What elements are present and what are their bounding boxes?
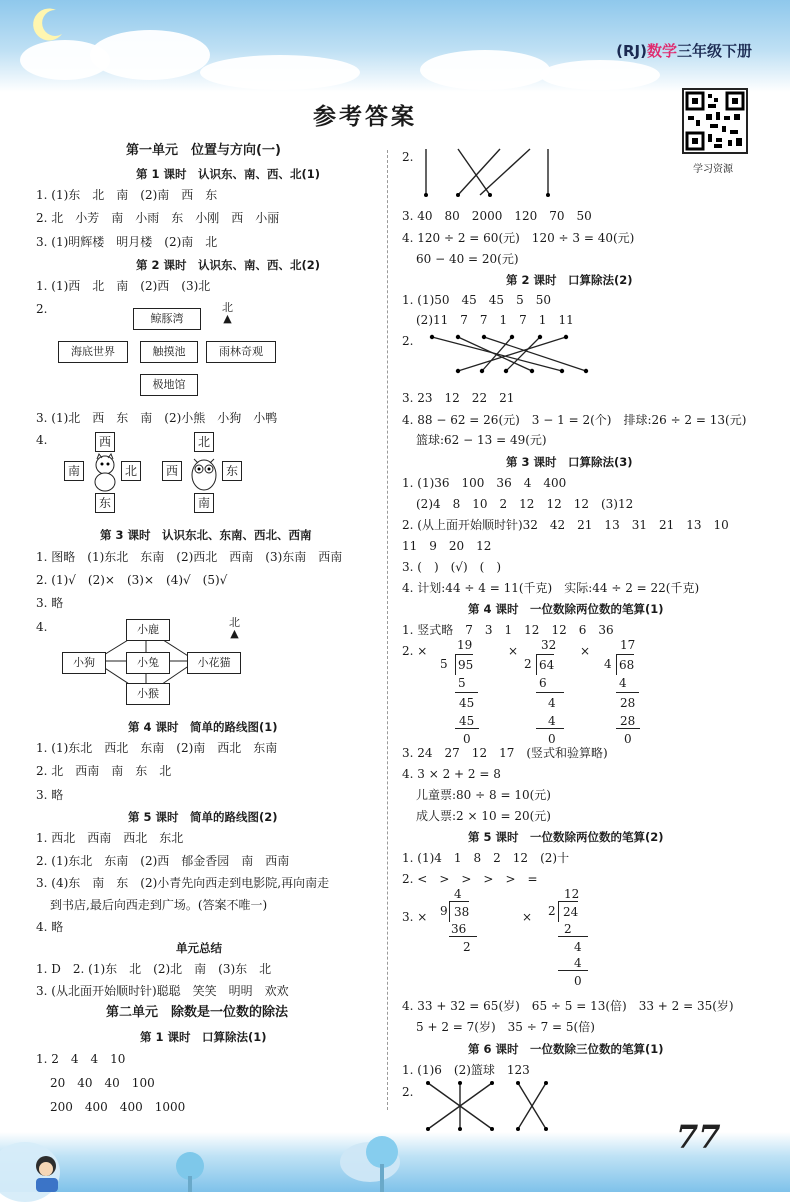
answer-line: 2. xyxy=(402,150,414,164)
answer-line: 到书店,最后向西走到广场。(答案不唯一) xyxy=(50,898,268,912)
north-arrow xyxy=(222,302,233,324)
tree-icon xyxy=(360,1134,404,1192)
answer-line: 1. (1)36 100 36 4 400 xyxy=(402,476,567,490)
map-place-box: 小狗 xyxy=(62,652,106,674)
section-heading: 单元总结 xyxy=(176,941,222,955)
north-label: 北 xyxy=(229,616,240,629)
page-number: 77 xyxy=(676,1118,721,1156)
direction-box: 南 xyxy=(194,493,214,513)
lesson-heading: 第 4 课时 一位数除两位数的笔算(1) xyxy=(468,602,664,616)
quotient: 19 xyxy=(457,638,473,652)
division-remainder: 0 xyxy=(536,728,564,749)
answer-line: 2. (1)√ (2)× (3)× (4)√ (5)√ xyxy=(36,573,228,587)
quotient: 4 xyxy=(454,887,462,901)
answer-line: 1. 竖式略 7 3 1 12 12 6 36 xyxy=(402,623,614,637)
answer-line: 4. 略 xyxy=(36,920,64,934)
map-place-box: 鲸豚湾 xyxy=(133,308,201,330)
map-place-box: 小兔 xyxy=(126,652,170,674)
answer-line: 1. D 2. (1)东 北 (2)北 南 (3)东 北 xyxy=(36,962,272,976)
division-step: 4 xyxy=(574,956,582,970)
answer-line: 儿童票:80 ÷ 8 = 10(元) xyxy=(416,788,551,802)
answer-line: 4. xyxy=(36,620,48,634)
answer-line: 4. 33 + 32 = 65(岁) 65 ÷ 5 = 13(倍) 33 + 2 = 35(岁) xyxy=(402,999,734,1013)
answer-line: 3. (4)东 南 东 (2)小青先向西走到电影院,再向南走 xyxy=(36,876,330,890)
wrong-mark: × xyxy=(508,644,519,658)
north-arrow xyxy=(229,617,240,639)
answer-line: 3. 略 xyxy=(36,596,64,610)
lesson-heading: 第 5 课时 简单的路线图(2) xyxy=(128,810,278,824)
division-step: 45 xyxy=(459,714,475,728)
matching-lines-diagram xyxy=(422,329,602,381)
answer-line: 3. (1)北 西 东 南 (2)小熊 小狗 小鸭 xyxy=(36,411,278,425)
lesson-heading: 第 4 课时 简单的路线图(1) xyxy=(128,720,278,734)
answer-line: 2. 北 西南 南 东 北 xyxy=(36,764,172,778)
division-remainder: 2 xyxy=(449,936,477,957)
answer-line: 2. xyxy=(402,334,414,348)
answer-line: 1. (1)6 (2)篮球 123 xyxy=(402,1063,530,1077)
answer-line: 4. 88 − 62 = 26(元) 3 − 1 = 2(个) 排球:26 ÷ 2 = 13(元) xyxy=(402,413,747,427)
dividend: 68 xyxy=(616,654,634,675)
division-step: 6 xyxy=(539,676,547,690)
subject-label: 数学 xyxy=(646,42,677,60)
direction-box: 西 xyxy=(162,461,182,481)
map-place-box: 小花猫 xyxy=(187,652,241,674)
answer-line: 2. 北 小芳 南 小雨 东 小刚 西 小丽 xyxy=(36,211,280,225)
lesson-heading: 第 1 课时 认识东、南、西、北(1) xyxy=(136,167,321,181)
answer-line: 2. (从上面开始顺时针)32 42 21 13 31 21 13 10 xyxy=(402,518,729,532)
division-step: 2 xyxy=(564,922,572,936)
answer-line: 1. (1)东 北 南 (2)南 西 东 xyxy=(36,188,218,202)
child-figure-icon xyxy=(28,1152,68,1192)
dividend: 95 xyxy=(455,654,473,675)
tree-icon xyxy=(170,1150,210,1192)
answer-line: 3. 略 xyxy=(36,788,64,802)
answer-line: 3. (从北面开始顺时针)聪聪 笑笑 明明 欢欢 xyxy=(36,984,289,998)
division-step: 4 xyxy=(536,692,564,713)
division-remainder: 0 xyxy=(616,728,640,749)
divisor: 5 xyxy=(440,657,448,671)
answer-line: 1. 2 4 4 10 xyxy=(36,1052,126,1066)
answer-line: 1. 西北 西南 西北 东北 xyxy=(36,831,184,845)
north-arrow-icon: ▲ xyxy=(223,312,232,325)
quotient: 17 xyxy=(620,638,636,652)
map-place-box: 小鹿 xyxy=(126,619,170,641)
moon-icon xyxy=(28,4,68,44)
dividend: 38 xyxy=(449,901,469,922)
lesson-heading: 第 6 课时 一位数除三位数的笔算(1) xyxy=(468,1042,664,1056)
answer-line: 20 40 40 100 xyxy=(50,1076,155,1090)
answer-line: 篮球:62 − 13 = 49(元) xyxy=(416,433,547,447)
divisor: 4 xyxy=(604,657,612,671)
north-label: 北 xyxy=(222,301,233,314)
division-step: 36 xyxy=(451,922,467,936)
answer-line: 11 9 20 12 xyxy=(402,539,492,553)
answer-line: 3. 23 12 22 21 xyxy=(402,391,515,405)
answer-line: 2. < > > > > = xyxy=(402,872,538,886)
direction-box: 东 xyxy=(95,493,115,513)
answer-line: 1. (1)西 北 南 (2)西 (3)北 xyxy=(36,279,211,293)
quotient: 12 xyxy=(564,887,580,901)
division-remainder: 0 xyxy=(558,970,588,991)
divisor: 2 xyxy=(548,904,556,918)
owl-figure-icon xyxy=(186,453,222,493)
lesson-heading: 第 2 课时 口算除法(2) xyxy=(506,273,633,287)
division-step: 28 xyxy=(616,692,639,713)
map-place-box: 小猴 xyxy=(126,683,170,705)
map-place-box: 极地馆 xyxy=(140,374,198,396)
wrong-mark: × xyxy=(580,644,591,658)
column-divider xyxy=(387,150,388,1110)
answer-line: 1. 图略 (1)东北 东南 (2)西北 西南 (3)东南 西南 xyxy=(36,550,343,564)
answer-line: 4. 计划:44 ÷ 4 = 11(千克) 实际:44 ÷ 2 = 22(千克) xyxy=(402,581,700,595)
answer-line: 60 − 40 = 20(元) xyxy=(416,252,519,266)
answer-line: 1. (1)东北 西北 东南 (2)南 西北 东南 xyxy=(36,741,278,755)
matching-lines-diagram xyxy=(422,1077,562,1137)
wrong-mark: × xyxy=(522,910,533,924)
answer-line: 成人票:2 × 10 = 20(元) xyxy=(416,809,551,823)
answer-line: 1. (1)4 1 8 2 12 (2)十 xyxy=(402,851,570,865)
direction-box: 北 xyxy=(194,432,214,452)
answer-line: 200 400 400 1000 xyxy=(50,1100,186,1114)
answer-line: 1. (1)50 45 45 5 50 xyxy=(402,293,551,307)
direction-box: 东 xyxy=(222,461,242,481)
answer-line: 4. 3 × 2 + 2 = 8 xyxy=(402,767,501,781)
map-place-box: 触摸池 xyxy=(140,341,198,363)
unit-heading: 第二单元 除数是一位数的除法 xyxy=(106,1005,289,1020)
cat-figure-icon xyxy=(88,453,122,493)
book-label xyxy=(616,40,752,61)
grade-label: 三年级下册 xyxy=(676,42,752,60)
divisor: 2 xyxy=(524,657,532,671)
north-arrow-icon: ▲ xyxy=(230,627,239,640)
divisor: 9 xyxy=(440,904,448,918)
answer-line: 2. (1)东北 东南 (2)西 郁金香园 南 西南 xyxy=(36,854,290,868)
lesson-heading: 第 2 课时 认识东、南、西、北(2) xyxy=(136,258,321,272)
answer-line: 2. × xyxy=(402,644,428,658)
division-step: 45 xyxy=(455,692,478,713)
division-step: 4 xyxy=(548,714,556,728)
answer-line: 4. xyxy=(36,433,48,447)
division-step: 5 xyxy=(458,676,466,690)
dividend: 64 xyxy=(536,654,554,675)
answer-line: 5 + 2 = 7(岁) 35 ÷ 7 = 5(倍) xyxy=(416,1020,595,1034)
answer-line: (2)11 7 7 1 7 1 11 xyxy=(416,313,574,327)
answer-line: 3. × xyxy=(402,910,428,924)
map-place-box: 海底世界 xyxy=(58,341,128,363)
answer-line: 3. 40 80 2000 120 70 50 xyxy=(402,209,592,223)
map-place-box: 雨林奇观 xyxy=(206,341,276,363)
unit-heading: 第一单元 位置与方向(一) xyxy=(126,143,281,158)
page-title: 参考答案 xyxy=(313,104,417,130)
lesson-heading: 第 3 课时 口算除法(3) xyxy=(506,455,633,469)
direction-box: 北 xyxy=(121,461,141,481)
answer-line: (2)4 8 10 2 12 12 12 (3)12 xyxy=(416,497,634,511)
answer-line: 3. ( ) (√) ( ) xyxy=(402,560,502,574)
answer-line: 2. xyxy=(36,302,48,316)
answer-line: 4. 120 ÷ 2 = 60(元) 120 ÷ 3 = 40(元) xyxy=(402,231,635,245)
edition-tag: (RJ) xyxy=(616,42,647,60)
answer-line: 3. 24 27 12 17 (竖式和验算略) xyxy=(402,746,608,760)
division-step: 4 xyxy=(558,936,588,957)
lesson-heading: 第 1 课时 口算除法(1) xyxy=(140,1030,267,1044)
direction-box: 南 xyxy=(64,461,84,481)
qr-code-icon xyxy=(682,88,748,154)
qr-caption: 学习资源 xyxy=(693,164,733,175)
quotient: 32 xyxy=(541,638,557,652)
direction-box: 西 xyxy=(95,432,115,452)
matching-lines-diagram xyxy=(420,145,570,201)
division-remainder: 0 xyxy=(455,728,479,749)
division-step: 28 xyxy=(620,714,636,728)
answer-line: 3. (1)明辉楼 明月楼 (2)南 北 xyxy=(36,235,218,249)
division-step: 4 xyxy=(619,676,627,690)
answer-line: 2. xyxy=(402,1085,414,1099)
lesson-heading: 第 3 课时 认识东北、东南、西北、西南 xyxy=(100,528,312,542)
dividend: 24 xyxy=(558,901,578,922)
lesson-heading: 第 5 课时 一位数除两位数的笔算(2) xyxy=(468,830,664,844)
